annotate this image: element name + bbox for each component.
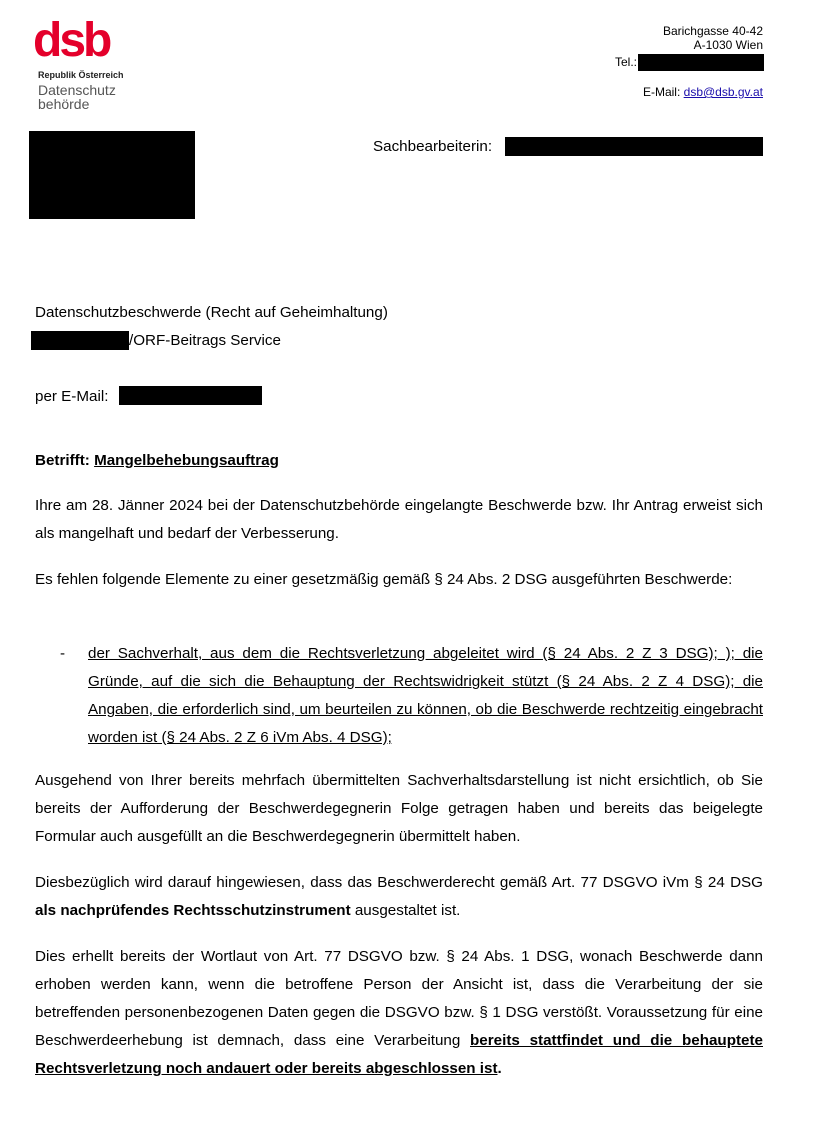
clerk-label: Sachbearbeiterin: <box>373 138 493 155</box>
address-line2: A-1030 Wien <box>693 38 763 52</box>
subject-line1: Datenschutzbeschwerde (Recht auf Geheimhaltung) <box>35 304 388 321</box>
tel-label: Tel.: <box>614 55 637 69</box>
redacted-recipient-address <box>29 131 195 219</box>
paragraph-2: Es fehlen folgende Elemente zu einer gesetzmäßig gemäß § 24 Abs. 2 DSG ausgeführten Beschwerde: <box>35 571 733 588</box>
list-item-missing-elements: der Sachverhalt, aus dem die Rechtsverletzung abgeleitet wird (§ 24 Abs. 2 Z 3 DSG); ); die Gründe, auf die sich die Behauptung der Rechtswidrigkeit stützt (§ 24 Abs. 2 Z 4 DSG); die Angaben, die erforderlich sind, um beurteilen zu können, ob die Beschwerde rechtzeitig eingebracht worden ist (§ 24 Abs. 2 Z 6 iVm Abs. 4 DSG); <box>88 645 763 746</box>
subject-line2: /ORF-Beitrags Service <box>129 332 281 349</box>
email-label: E-Mail: <box>642 85 681 99</box>
paragraph-5-end: . <box>497 1060 502 1077</box>
logo-subtitle: Republik Österreich <box>38 70 124 80</box>
paragraph-4 <box>35 869 763 925</box>
logo-name-line1: Datenschutz <box>38 82 116 98</box>
email-link[interactable]: dsb@dsb.gv.at <box>683 85 763 99</box>
paragraph-4-text-b: ausgestaltet ist. <box>350 902 461 919</box>
paragraph-5-bold-underlined: bereits stattfindet und die behauptete Rechtsverletzung noch andauert oder bereits abgeschlossen ist <box>35 1032 763 1077</box>
redacted-clerk-name <box>505 137 763 156</box>
paragraph-5-text-a: Dies erhellt bereits der Wortlaut von Art. 77 DSGVO bzw. § 24 Abs. 1 DSG, wonach Beschwerde dann erhoben werden kann, wenn die betroffene Person der Ansicht ist, dass die Verarbeitung der sie betreffenden personenbezogenen Daten gegen die DSGVO bzw. § 1 DSG verstößt. Voraussetzung für eine Beschwerdeerhebung ist demnach, dass eine Verarbeitung <box>35 948 763 1049</box>
logo-name-line2: behörde <box>38 96 90 112</box>
betrifft-label: Betrifft: <box>35 452 90 469</box>
dsb-logo-mark: dsb <box>33 14 110 67</box>
betrifft-value: Mangelbehebungsauftrag <box>94 452 279 469</box>
redacted-complainant <box>31 331 129 350</box>
redacted-tel <box>638 54 764 71</box>
paragraph-1: Ihre am 28. Jänner 2024 bei der Datenschutzbehörde eingelangte Beschwerde bzw. Ihr Antrag erweist sich als mangelhaft und bedarf der Verbesserung. <box>35 497 763 542</box>
redacted-email-address <box>119 386 262 405</box>
logo-name <box>38 83 116 111</box>
email-line <box>643 85 763 99</box>
via-email-label: per E-Mail: <box>35 388 109 405</box>
paragraph-3: Ausgehend von Ihrer bereits mehrfach übermittelten Sachverhaltsdarstellung ist nicht ersichtlich, ob Sie bereits der Aufforderung der Beschwerdegegnerin Folge getragen haben und bereits das beigelegte Formular auch ausgefüllt an die Beschwerdegegnerin übermittelt haben. <box>35 772 763 845</box>
paragraph-5 <box>35 943 763 1083</box>
address-line1: Barichgasse 40-42 <box>662 24 763 38</box>
paragraph-4-text-a: Diesbezüglich wird darauf hingewiesen, dass das Beschwerderecht gemäß Art. 77 DSGVO iVm § 24 DSG <box>35 874 763 891</box>
paragraph-4-bold: als nachprüfendes Rechtsschutzinstrument <box>35 902 351 919</box>
betrifft-heading <box>35 447 279 474</box>
list-dash: - <box>60 645 66 662</box>
